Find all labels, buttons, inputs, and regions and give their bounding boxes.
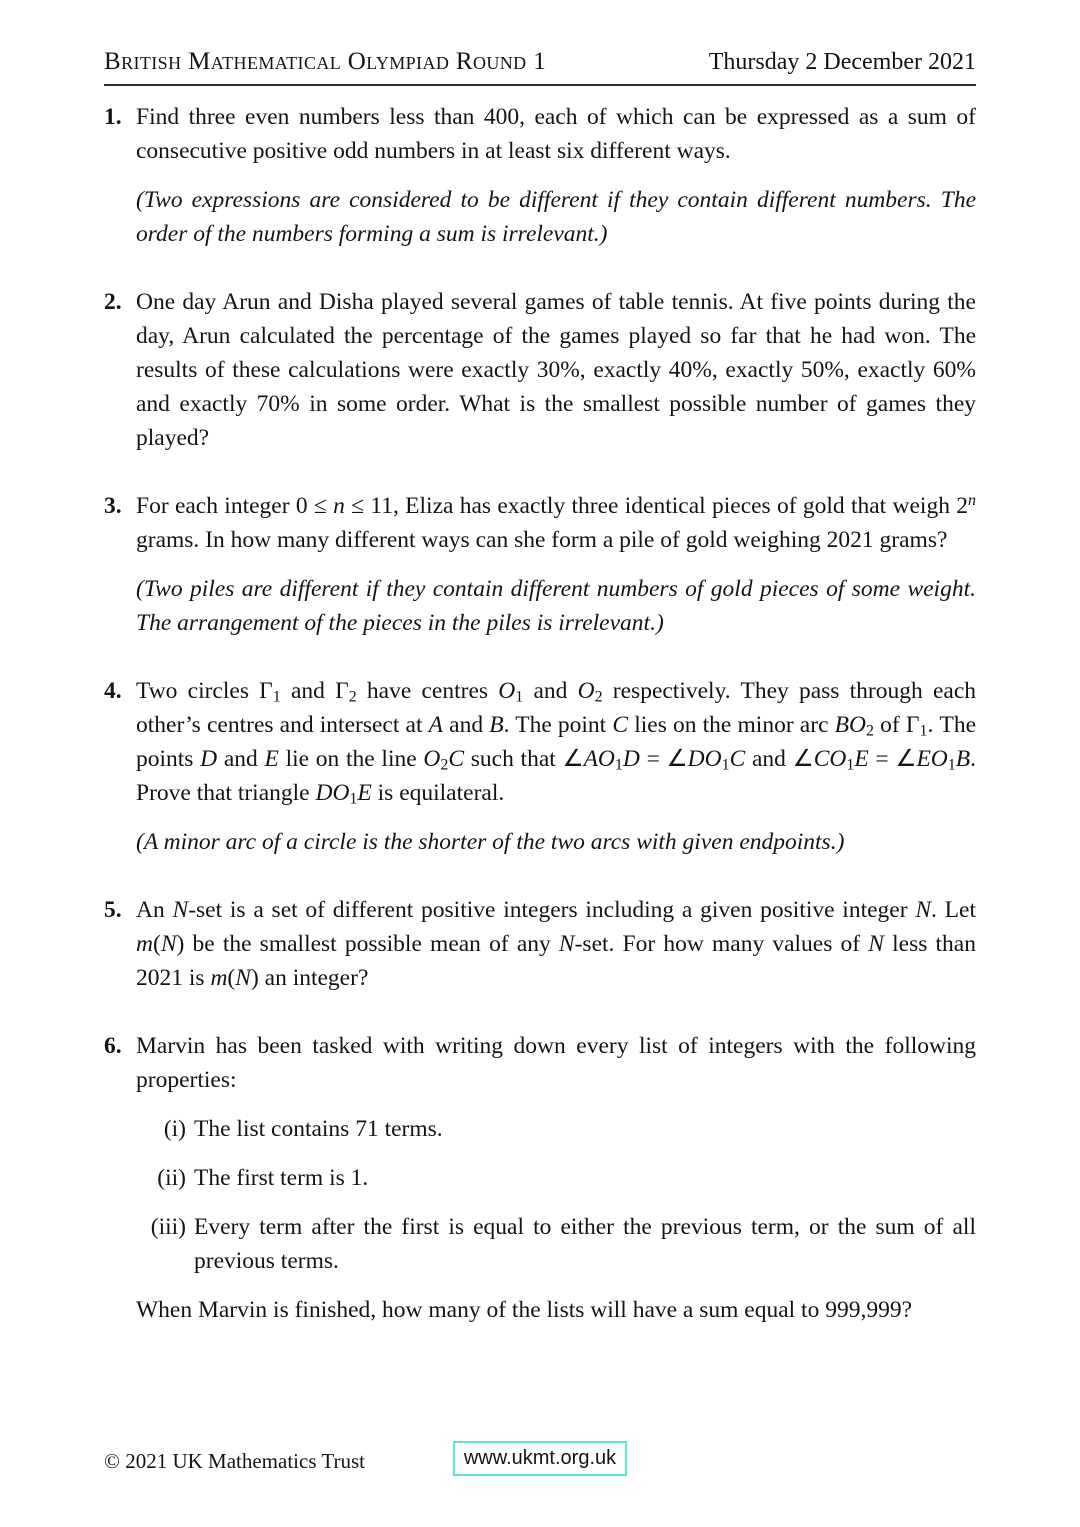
math-text: B (489, 712, 504, 738)
problem-note (136, 825, 976, 859)
problem-number: 1. (104, 104, 122, 130)
text-run: of Γ (873, 712, 920, 738)
text-run: Find three even numbers less than 400, each of which can be expressed as a sum of consecutive positive odd numbers in at least six different ways. (136, 104, 976, 164)
math-text: 1 (515, 688, 524, 706)
text-run: (Two expressions are considered to be different if they contain different numbers. The order of the numbers forming a sum is irrelevant.) (136, 187, 976, 247)
math-text: 2 (594, 688, 603, 706)
text-run: -set is a set of different positive integers including a given positive integer (188, 897, 916, 923)
text-run: have centres (356, 678, 499, 704)
text-run: (Two piles are different if they contain different numbers of gold pieces of some weight. The arrangement of the pieces in the piles is irrelevant.) (136, 576, 976, 636)
text-run: = ∠ (868, 746, 917, 772)
problem-3 (104, 489, 976, 640)
math-text: DO (687, 746, 722, 772)
problem-number: 3. (104, 493, 122, 519)
problem-paragraph (136, 100, 976, 168)
text-run: and Γ (280, 678, 349, 704)
text-run: ≤ 11, Eliza has exactly three identical pieces of gold that weigh 2 (344, 493, 968, 519)
problem-4 (104, 674, 976, 859)
math-text: 1 (846, 756, 855, 774)
problem-paragraph (136, 674, 976, 810)
math-text: 1 (947, 756, 956, 774)
problem-number: 6. (104, 1033, 122, 1059)
header-rule (104, 84, 976, 86)
math-text: CO (813, 746, 847, 772)
document-date: Thursday 2 December 2021 (708, 49, 976, 75)
problem-body (136, 100, 976, 251)
text-run: When Marvin is finished, how many of the lists will have a sum equal to 999,999? (136, 1297, 913, 1323)
text-run: (A minor arc of a circle is the shorter of the two arcs with given endpoints.) (136, 829, 845, 855)
problem-body (136, 489, 976, 640)
problem-paragraph (136, 1029, 976, 1097)
text-run: . The point (503, 712, 613, 738)
text-run: Two circles Γ (136, 678, 273, 704)
text-run: such that ∠ (464, 746, 584, 772)
math-text: 1 (272, 688, 281, 706)
math-text: A (428, 712, 443, 738)
math-text: D (200, 746, 218, 772)
math-text: B (955, 746, 971, 772)
item-text (194, 1161, 976, 1195)
problem-note (136, 183, 976, 251)
problem-number: 2. (104, 289, 122, 315)
problem-2 (104, 285, 976, 455)
problem-paragraph (136, 489, 976, 557)
math-text: O (423, 746, 441, 772)
problem-body (136, 893, 976, 995)
math-text: m (210, 965, 228, 991)
math-text: 2 (865, 722, 874, 740)
page-footer (104, 1441, 976, 1485)
problems-list (104, 100, 976, 1327)
problem-note (136, 572, 976, 640)
problem-body (136, 1029, 976, 1327)
copyright-text: © 2021 UK Mathematics Trust (104, 1449, 365, 1473)
problem-paragraph (136, 893, 976, 995)
text-run: An (136, 897, 173, 923)
text-run: and ∠ (745, 746, 814, 772)
text-run: and (217, 746, 265, 772)
problem-5 (104, 893, 976, 995)
text-run: ( (227, 965, 236, 991)
ukmt-link[interactable]: www.ukmt.org.uk (453, 1441, 627, 1476)
document-title: British Mathematical Olympiad Round 1 (104, 48, 547, 75)
text-run: . Let (931, 897, 976, 923)
text-run: lie on the line (278, 746, 424, 772)
math-text: O (577, 678, 595, 704)
text-run: and (443, 712, 490, 738)
problem-6 (104, 1029, 976, 1327)
math-text: C (729, 746, 746, 772)
math-text: 1 (721, 756, 730, 774)
math-text: 2 (440, 756, 449, 774)
list-item (136, 1210, 976, 1278)
math-text: N (558, 931, 575, 957)
math-text: D (622, 746, 640, 772)
math-text: E (357, 780, 372, 806)
math-text: 2 (348, 688, 357, 706)
math-text: 1 (614, 756, 623, 774)
math-text: N (160, 931, 177, 957)
math-text: EO (916, 746, 948, 772)
problem-1 (104, 100, 976, 251)
math-text: BO (834, 712, 866, 738)
math-text: AO (583, 746, 615, 772)
text-run: less than 2021 is (136, 931, 976, 991)
item-label: (iii) (150, 1214, 186, 1240)
text-run: . The points (136, 712, 977, 772)
math-text: 1 (919, 722, 928, 740)
page-header (104, 48, 976, 76)
text-run: -set. For how many values of (574, 931, 869, 957)
problem-number: 5. (104, 897, 122, 923)
item-label: (ii) (157, 1165, 186, 1191)
math-text: C (448, 746, 465, 772)
math-text: DO (315, 780, 350, 806)
math-text: N (235, 965, 251, 991)
list-item (136, 1112, 976, 1146)
math-text: n (333, 493, 345, 519)
item-text (194, 1210, 976, 1278)
text-run: For each integer 0 ≤ (136, 493, 334, 519)
math-text: 1 (349, 790, 358, 808)
text-run: ) an integer? (250, 965, 369, 991)
problem-body (136, 285, 976, 455)
list-item (136, 1161, 976, 1195)
math-text: N (868, 931, 884, 957)
text-run: = ∠ (639, 746, 688, 772)
text-run: The first term is 1. (194, 1165, 369, 1191)
text-run: ) be the smallest possible mean of any (176, 931, 559, 957)
item-text (194, 1112, 976, 1146)
problem-body (136, 674, 976, 859)
text-run: . Prove that triangle (136, 746, 976, 806)
problem-number: 4. (104, 678, 122, 704)
math-text: E (264, 746, 279, 772)
text-run: lies on the minor arc (628, 712, 835, 738)
item-label: (i) (163, 1116, 186, 1142)
math-text: C (612, 712, 629, 738)
problem-paragraph (136, 285, 976, 455)
problem-paragraph (136, 1293, 976, 1327)
text-run: and (523, 678, 578, 704)
text-run: Marvin has been tasked with writing down every list of integers with the following properties: (136, 1033, 976, 1093)
math-text: E (854, 746, 869, 772)
text-run: One day Arun and Disha played several games of table tennis. At five points during the day, Arun calculated the percentage of the games played so far that he had won. The results of these calculations were exactly 30%, exactly 40%, exactly 50%, exactly 60% and exactly 70% in some order. What is the smallest possible number of games they played? (136, 289, 976, 451)
text-run: is equilateral. (371, 780, 505, 806)
math-text: O (498, 678, 516, 704)
math-text: m (136, 931, 153, 957)
text-run: The list contains 71 terms. (194, 1116, 443, 1142)
math-text: N (915, 897, 932, 923)
math-text: n (968, 492, 976, 510)
text-run: respectively. They pass through each other’s centres and intersect at (136, 678, 977, 738)
text-run: ( (152, 931, 161, 957)
text-run: grams. In how many different ways can she form a pile of gold weighing 2021 grams? (136, 527, 948, 553)
text-run: Every term after the first is equal to either the previous term, or the sum of all previous terms. (194, 1214, 976, 1274)
math-text: N (172, 897, 189, 923)
